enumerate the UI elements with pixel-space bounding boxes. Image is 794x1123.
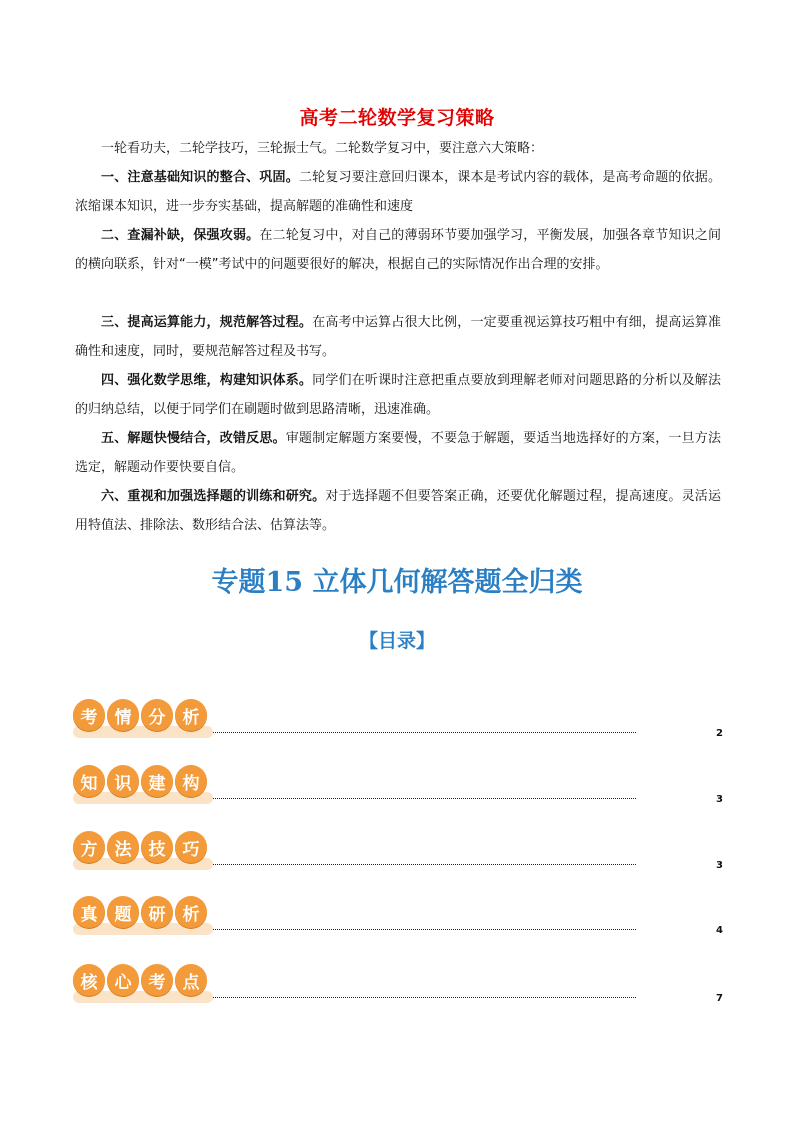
badge-char: 建 xyxy=(141,765,173,797)
strategy-item-body: 在高考中运算占很大比例，一定要重视运算技巧粗中有细，提高运算准确性和速度，同时，要规范解答过程及书写。 xyxy=(75,315,721,359)
badge-char: 核 xyxy=(73,964,105,996)
strategy-title: 高考二轮数学复习策略 xyxy=(299,107,495,129)
strategy-item xyxy=(75,366,721,424)
strategy-item-body: 在二轮复习中，对自己的薄弱环节要加强学习，平衡发展，加强各章节知识之间的横向联系，针对“一模”考试中的问题要很好的解决，根据自己的实际情况作出合理的安排。 xyxy=(75,228,721,272)
strategy-item-body: 同学们在听课时注意把重点要放到理解老师对问题思路的分析以及解法的归纳总结，以便于同学们在刷题时做到思路清晰，迅速准确。 xyxy=(75,373,721,417)
page-number: 2 xyxy=(716,728,723,739)
strategy-item-head: 二、查漏补缺，保强攻弱。 xyxy=(101,228,260,243)
strategy-item xyxy=(75,424,721,482)
badge-char: 构 xyxy=(175,765,207,797)
strategy-item-head: 三、提高运算能力，规范解答过程。 xyxy=(101,315,313,330)
badge-char: 析 xyxy=(175,896,207,928)
badge-char: 研 xyxy=(141,896,173,928)
toc-entry[interactable] xyxy=(73,831,733,881)
dot-leader xyxy=(213,732,636,733)
badge-char: 点 xyxy=(175,964,207,996)
dot-leader xyxy=(213,997,636,998)
section-badge xyxy=(73,831,213,871)
page-number: 3 xyxy=(716,860,723,871)
strategy-item-body: 审题制定解题方案要慢，不要急于解题，要适当地选择好的方案，一旦方法选定，解题动作要快要自信。 xyxy=(75,431,721,475)
section-badge xyxy=(73,964,213,1004)
dot-leader xyxy=(213,798,636,799)
page-number: 3 xyxy=(716,794,723,805)
badge-char: 技 xyxy=(141,831,173,863)
toc-entry[interactable] xyxy=(73,964,733,1014)
badge-char: 分 xyxy=(141,699,173,731)
badge-char: 情 xyxy=(107,699,139,731)
toc-entry[interactable] xyxy=(73,896,733,946)
badge-char: 真 xyxy=(73,896,105,928)
badge-char: 知 xyxy=(73,765,105,797)
dot-leader xyxy=(213,929,636,930)
badge-char: 识 xyxy=(107,765,139,797)
page-number: 7 xyxy=(716,993,723,1004)
badge-char: 考 xyxy=(141,964,173,996)
badge-char: 考 xyxy=(73,699,105,731)
strategy-item-head: 六、重视和加强选择题的训练和研究。 xyxy=(101,489,326,504)
badge-char: 题 xyxy=(107,896,139,928)
strategy-item-head: 五、解题快慢结合，改错反思。 xyxy=(101,431,286,446)
page-number: 4 xyxy=(716,925,723,936)
strategy-item-head: 一、注意基础知识的整合、巩固。 xyxy=(101,170,299,185)
section-badge xyxy=(73,765,213,805)
strategy-item-head: 四、强化数学思维，构建知识体系。 xyxy=(101,373,313,388)
badge-char: 析 xyxy=(175,699,207,731)
main-title: 专题15 立体几何解答题全归类 xyxy=(211,567,583,598)
strategy-intro: 一轮看功夫，二轮学技巧，三轮振士气。二轮数学复习中，要注意六大策略： xyxy=(101,141,544,156)
badge-char: 心 xyxy=(107,964,139,996)
badge-char: 法 xyxy=(107,831,139,863)
strategy-item xyxy=(75,482,721,540)
strategy-item-body: 二轮复习要注意回归课本，课本是考试内容的载体，是高考命题的依据。浓缩课本知识，进一步夯实基础，提高解题的准确性和速度 xyxy=(75,170,721,214)
badge-char: 巧 xyxy=(175,831,207,863)
toc-entry[interactable] xyxy=(73,699,733,749)
section-badge xyxy=(73,896,213,936)
strategy-item xyxy=(75,221,721,279)
strategy-item-body: 对于选择题不但要答案正确，还要优化解题过程，提高速度。灵活运用特值法、排除法、数形结合法、估算法等。 xyxy=(75,489,721,533)
strategy-item xyxy=(75,308,721,366)
dot-leader xyxy=(213,864,636,865)
toc-heading: 【目录】 xyxy=(358,630,435,652)
strategy-item xyxy=(75,163,721,221)
toc-entry[interactable] xyxy=(73,765,733,815)
section-badge xyxy=(73,699,213,739)
badge-char: 方 xyxy=(73,831,105,863)
